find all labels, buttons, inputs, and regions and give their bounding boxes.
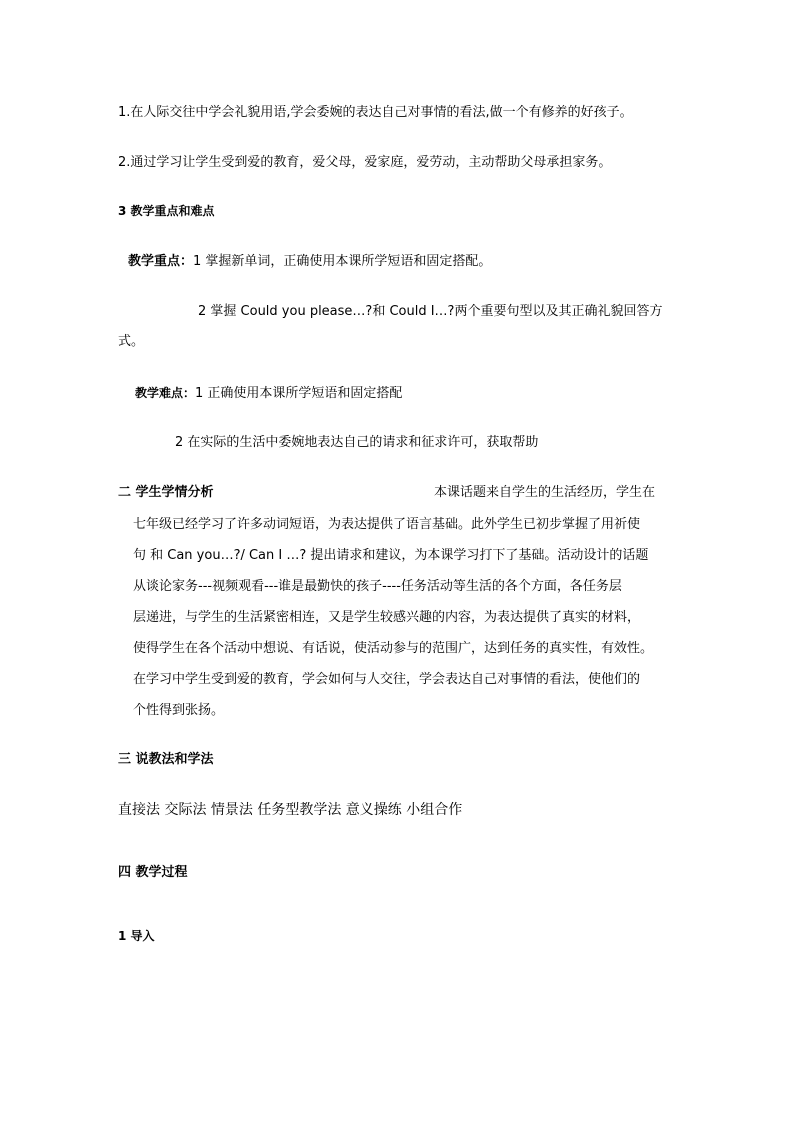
- difficult-points-row-1: [135, 383, 402, 404]
- analysis-line: 在学习中学生受到爱的教育，学会如何与人交往，学会表达自己对事情的看法，使他们的: [133, 672, 641, 687]
- key-points-label: 教学重点：: [128, 254, 194, 269]
- analysis-first-line: 本课话题来自学生的生活经历，学生在: [434, 485, 656, 500]
- analysis-line: 七年级已经学习了许多动词短语，为表达提供了语言基础。此外学生已初步掌握了用祈使: [133, 517, 641, 532]
- analysis-line: 从谈论家务---视频观看---谁是最勤快的孩子----任务活动等生活的各个方面，各任务层: [133, 579, 622, 594]
- analysis-line: 层递进，与学生的生活紧密相连，又是学生较感兴趣的内容，为表达提供了真实的材料，: [133, 610, 641, 625]
- teaching-methods: 直接法 交际法 情景法 任务型教学法 意义操练 小组合作: [118, 802, 463, 818]
- key-point-2-line-2: 式。: [118, 334, 145, 349]
- analysis-line: 使得学生在各个活动中想说、有话说，使活动参与的范围广，达到任务的真实性，有效性。: [133, 641, 654, 656]
- section-three-heading: 三 说教法和学法: [118, 752, 214, 767]
- objective-2: 2.通过学习让学生受到爱的教育，爱父母，爱家庭，爱劳动，主动帮助父母承担家务。: [118, 155, 612, 170]
- analysis-line: 个性得到张扬。: [133, 703, 225, 718]
- difficult-point-2: 2 在实际的生活中委婉地表达自己的请求和征求许可，获取帮助: [175, 435, 539, 450]
- section-four-heading: 四 教学过程: [118, 865, 188, 880]
- analysis-line: 句 和 Can you…?/ Can I …? 提出请求和建议，为本课学习打下了基础。活动设计的话题: [133, 548, 649, 563]
- section-3-heading: 3 教学重点和难点: [118, 204, 215, 218]
- analysis-paragraph: [133, 509, 678, 726]
- section-two-heading: 二 学生学情分析: [118, 485, 214, 500]
- key-point-1: 1 掌握新单词，正确使用本课所学短语和固定搭配。: [193, 254, 492, 269]
- objective-1: 1.在人际交往中学会礼貌用语,学会委婉的表达自己对事情的看法,做一个有修养的好孩子。: [118, 105, 633, 120]
- intro-heading: 1 导入: [118, 929, 155, 943]
- key-points-row-1: [128, 252, 491, 272]
- key-point-2-line-1: 2 掌握 Could you please…?和 Could I…?两个重要句型以及其正确礼貌回答方: [198, 304, 663, 319]
- difficult-point-1: 1 正确使用本课所学短语和固定搭配: [195, 386, 403, 401]
- difficult-points-label: 教学难点：: [135, 386, 196, 400]
